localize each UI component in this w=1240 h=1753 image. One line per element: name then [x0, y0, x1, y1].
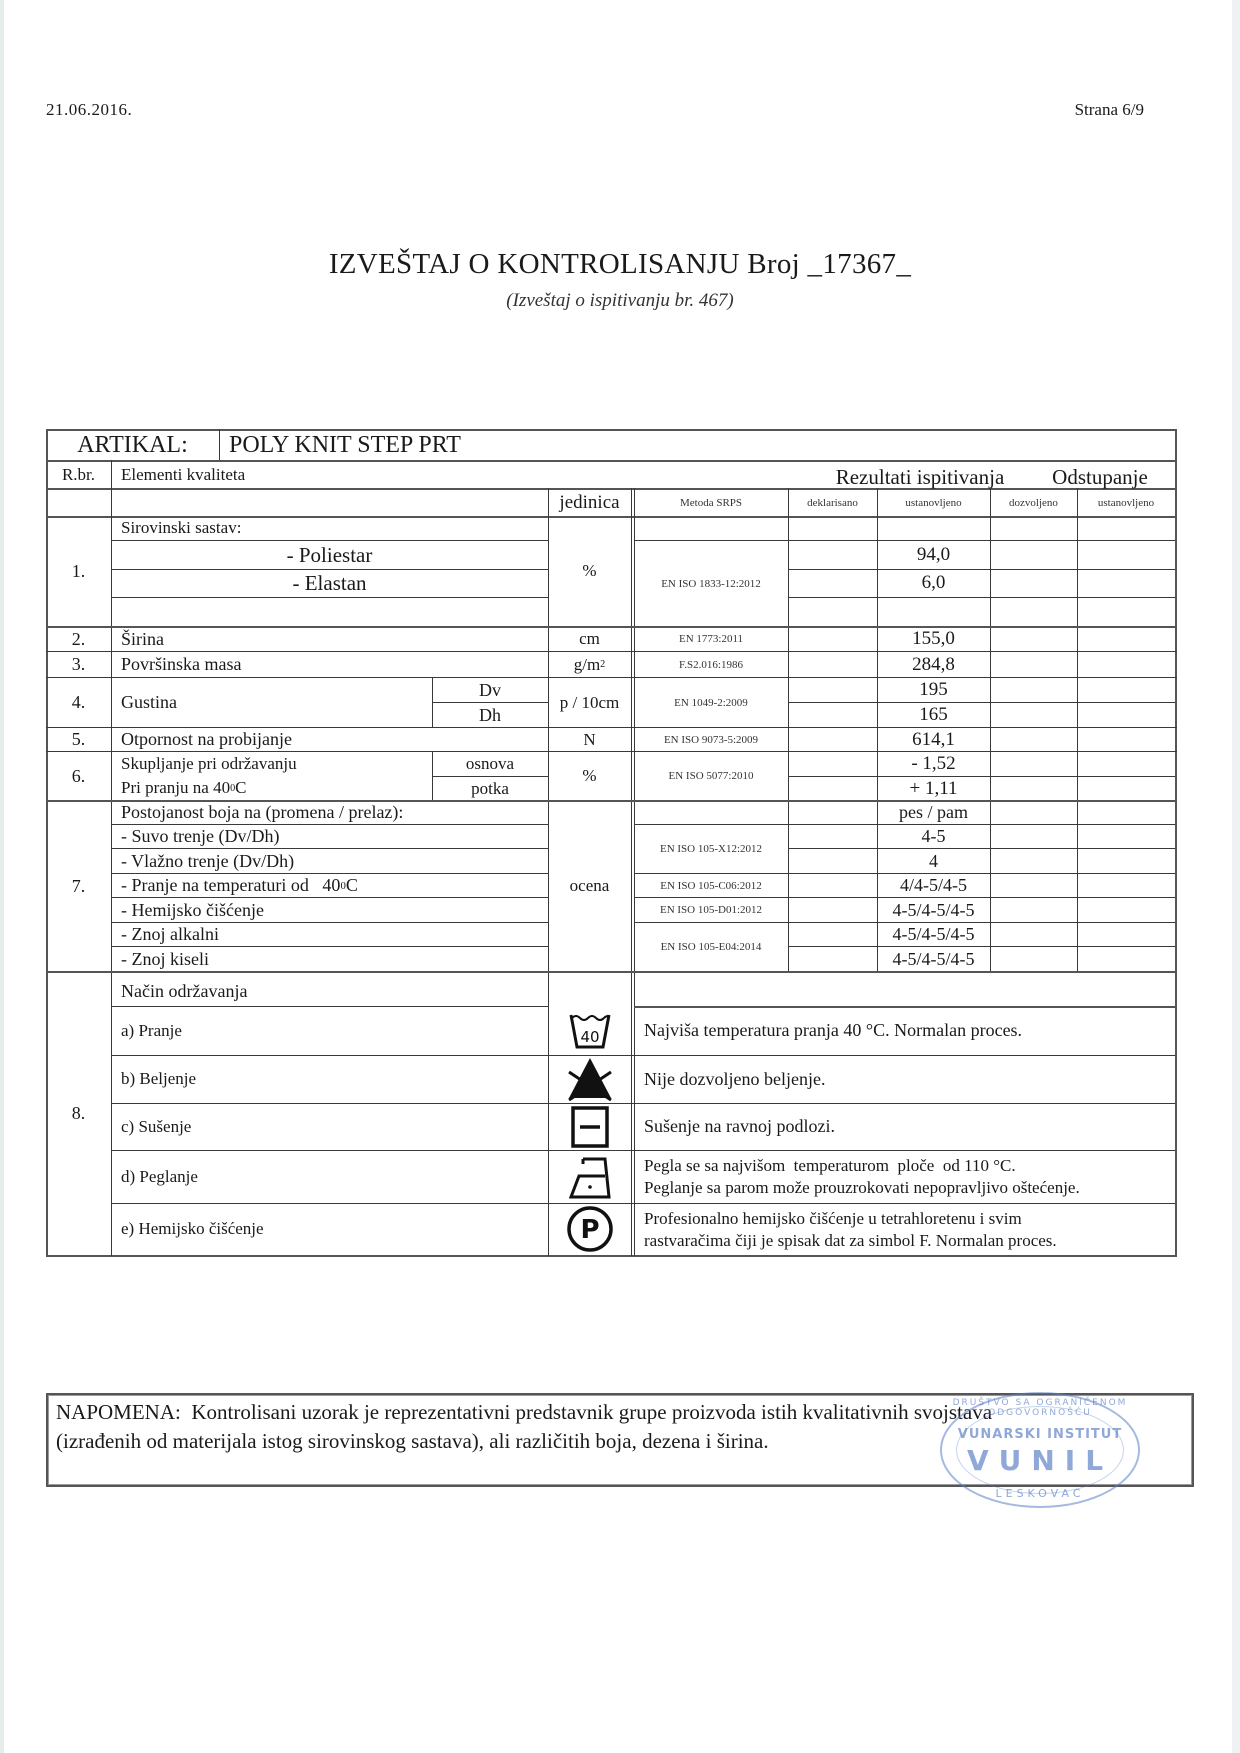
value: 4-5/4-5/4-5 [892, 924, 975, 944]
header-rezultati: Rezultati ispitivanja [835, 465, 1005, 489]
artikal-value: POLY KNIT STEP PRT [229, 431, 461, 458]
header-deklarisano: deklarisano [807, 496, 858, 509]
care-label-drying: c) Sušenje [121, 1116, 192, 1136]
item-label: Dv [479, 679, 501, 700]
item-label: - Poliestar [286, 542, 373, 567]
item-label: - Znoj alkalni [121, 924, 219, 944]
care-label-dry-cleaning: e) Hemijsko čišćenje [121, 1219, 264, 1238]
divider [1077, 488, 1078, 971]
method: EN 1049-2:2009 [674, 696, 748, 709]
method: EN ISO 105-X12:2012 [659, 843, 763, 855]
dryclean-p-icon [548, 1203, 631, 1255]
report-subtitle: (Izveštaj o ispitivanju br. 467) [506, 290, 734, 311]
row-number: 3. [71, 654, 86, 674]
unit: p / 10cm [559, 692, 620, 712]
divider [788, 488, 789, 971]
wash-temperature-text: 40 [579, 1027, 600, 1046]
value: 94,0 [916, 544, 951, 565]
header-odstupanje-ustanovljeno: ustanovljeno [1097, 496, 1155, 509]
method: EN ISO 9073-5:2009 [663, 733, 759, 746]
row-number: 1. [71, 560, 86, 581]
row-label: Širina [121, 628, 164, 649]
header-metoda: Metoda SRPS [679, 496, 743, 509]
value: - 1,52 [911, 753, 956, 774]
unit: % [582, 561, 597, 580]
value: 4-5 [921, 826, 946, 846]
divider [46, 971, 1177, 973]
unit-text: g/m [573, 654, 601, 674]
note-line-2: (izrađenih od materijala istog sirovinskog sastava), ali različitih boja, dezena i širina. [56, 1429, 769, 1453]
care-text-ironing [634, 1151, 1175, 1203]
value: 165 [919, 704, 948, 725]
divider [990, 488, 991, 971]
row-number: 4. [71, 692, 86, 712]
institute-stamp [940, 1392, 1140, 1508]
item-label: - Elastan [292, 570, 367, 595]
method: EN ISO 5077:2010 [668, 770, 754, 782]
value-header: pes / pam [899, 802, 968, 822]
divider [631, 488, 632, 1256]
unit: ocena [569, 876, 610, 895]
header-rbr: R.br. [61, 464, 96, 484]
row-number: 7. [71, 875, 86, 896]
label-unit: C [345, 875, 358, 895]
row-number: 2. [71, 628, 86, 649]
care-label-bleaching: b) Beljenje [121, 1069, 197, 1088]
method: EN ISO 1833-12:2012 [661, 577, 761, 590]
value: 155,0 [912, 628, 955, 649]
value: 195 [919, 679, 948, 700]
header-ustanovljeno: ustanovljeno [905, 496, 962, 509]
care-text-line: Pegla se sa najvišom temperaturom ploče od 110 °C. [644, 1156, 1016, 1176]
value: + 1,11 [909, 777, 958, 799]
table-border-right [1175, 429, 1177, 1257]
method: EN ISO 105-D01:2012 [659, 904, 763, 916]
label-text: Pri pranju na 40 [121, 778, 231, 797]
unit: N [583, 729, 596, 749]
header-dozvoljeno: dozvoljeno [1009, 496, 1058, 509]
header-elementi: Elementi kvaliteta [121, 464, 246, 484]
value: 4 [929, 850, 938, 871]
method: EN ISO 105-C06:2012 [660, 879, 762, 892]
method: EN ISO 105-E04:2014 [660, 941, 762, 953]
row-label: Sirovinski sastav: [121, 518, 242, 537]
care-label-washing: a) Pranje [121, 1020, 182, 1040]
stamp-arc-text: DRUŠTVO SA OGRANIČENOM ODGOVORNOŠĆU [952, 1398, 1128, 1418]
table-border-bottom [46, 1255, 1177, 1257]
header-odstupanje: Odstupanje [1052, 465, 1148, 489]
value: 284,8 [912, 653, 955, 675]
degree-superscript: 0 [230, 782, 236, 794]
artikal-label: ARTIKAL: [77, 431, 188, 458]
row-number: 8. [71, 1103, 86, 1123]
dry-flat-svg [570, 1105, 610, 1149]
item-label: - Hemijsko čišćenje [121, 899, 264, 920]
dryclean-letter: P [579, 1215, 600, 1245]
note-line-1: NAPOMENA: Kontrolisani uzorak je reprezentativni predstavnik grupe proizvoda istih kvalitativnih svojstava [56, 1400, 993, 1424]
stamp-city: LESKOVAC [995, 1487, 1085, 1500]
report-title: IZVEŠTAJ O KONTROLISANJU Broj _17367_ [328, 248, 912, 280]
item-label: osnova [465, 754, 515, 773]
unit: % [582, 766, 597, 785]
degree-superscript: 0 [340, 879, 346, 892]
unit [548, 652, 631, 677]
care-text-dry-cleaning [634, 1204, 1175, 1255]
row-label: Površinska masa [121, 654, 242, 674]
item-label: - Znoj kiseli [121, 948, 209, 969]
row-label-line1: Skupljanje pri održavanju [121, 754, 297, 773]
item-label [111, 874, 548, 897]
wash-tub-svg [568, 1011, 612, 1051]
value: 4-5/4-5/4-5 [892, 899, 975, 920]
item-label: potka [471, 778, 509, 798]
divider [788, 597, 1175, 598]
row-label: Način održavanja [121, 981, 248, 1001]
row-label: Postojanost boja na (promena / prelaz): [121, 802, 404, 822]
value: 4-5/4-5/4-5 [892, 948, 975, 969]
care-text-line: Peglanje sa parom može prouzrokovati nepopravljivo oštećenje. [644, 1178, 1080, 1197]
wash-40-icon [548, 1006, 631, 1055]
dryclean-svg [566, 1205, 614, 1253]
item-label: Dh [479, 704, 501, 725]
label-text: - Pranje na temperaturi od 40 [121, 875, 341, 895]
care-text-line: Profesionalno hemijsko čišćenje u tetrahloretenu i svim [644, 1208, 1022, 1228]
row-label-line2 [111, 776, 432, 800]
unit-superscript: 2 [600, 659, 606, 670]
iron-low-icon [548, 1150, 631, 1203]
no-bleach-icon [548, 1055, 631, 1103]
care-text-washing: Najviša temperatura pranja 40 °C. Normalan proces. [644, 1020, 1023, 1040]
unit: cm [579, 629, 600, 648]
item-label: - Vlažno trenje (Dv/Dh) [121, 850, 295, 871]
label-unit: C [235, 778, 247, 797]
row-label: Gustina [121, 692, 177, 712]
care-label-ironing: d) Peglanje [121, 1166, 198, 1186]
care-text-bleaching: Nije dozvoljeno beljenje. [644, 1068, 826, 1089]
method: EN 1773:2011 [678, 633, 744, 645]
page-number: Strana 6/9 [1074, 100, 1144, 119]
value: 614,1 [912, 728, 955, 750]
iron-svg [567, 1154, 613, 1200]
stamp-institute-name: VUNARSKI INSTITUT [957, 1427, 1123, 1442]
divider [111, 597, 548, 598]
method: F.S2.016:1986 [679, 658, 743, 671]
care-text-line: rastvaračima čiji je spisak dat za simbol F. Normalan proces. [644, 1230, 1057, 1250]
row-number: 5. [71, 729, 86, 749]
report-date: 21.06.2016. [46, 100, 133, 119]
row-number: 6. [71, 765, 86, 786]
no-bleach-svg [566, 1056, 614, 1102]
row-label: Otpornost na probijanje [121, 729, 292, 749]
header-jedinica: jedinica [559, 491, 620, 513]
dry-flat-icon [548, 1103, 631, 1150]
value: 4/4-5/4-5 [900, 875, 967, 895]
value: 6,0 [921, 572, 946, 593]
stamp-logo-text: VUNIL [966, 1444, 1114, 1477]
item-label: - Suvo trenje (Dv/Dh) [121, 826, 280, 846]
care-text-drying: Sušenje na ravnoj podlozi. [644, 1116, 835, 1136]
